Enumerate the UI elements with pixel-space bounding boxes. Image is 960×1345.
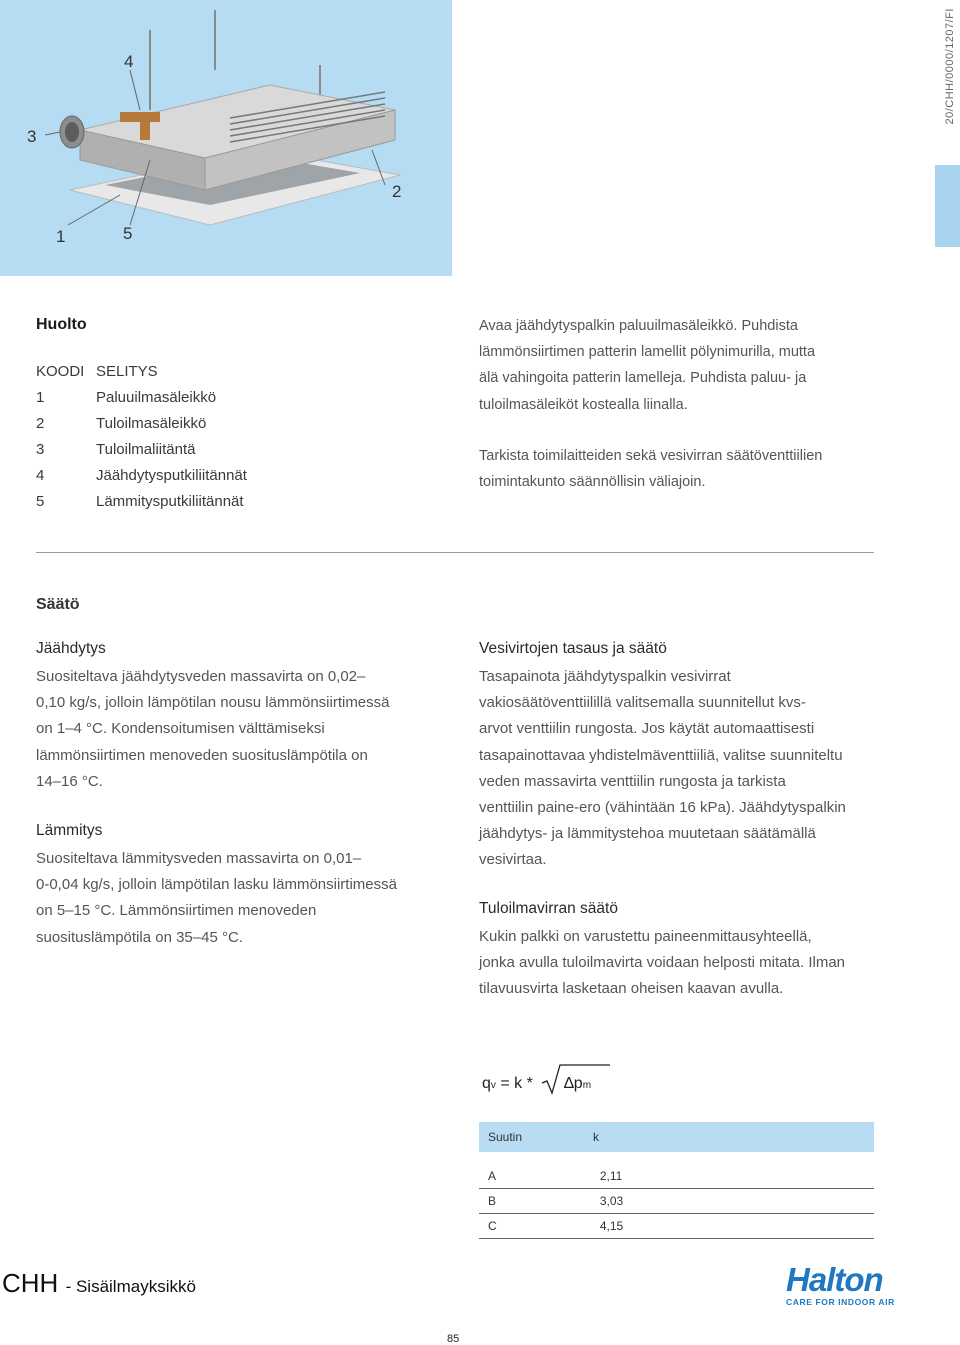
callout-5: 5 [123,224,133,243]
legend-code: 2 [36,414,45,432]
k-cell: 3,03 [599,1194,624,1208]
text-line: lämmönsiirtimen menoveden suosituslämpötila on [36,746,368,764]
text-line: Kukin palkki on varustettu paineenmittausyhteellä, [479,928,812,945]
logo-tagline: CARE FOR INDOOR AIR [786,1297,895,1307]
text-line: venttiilin paine-ero (vähintään 16 kPa). Jäähdytyspalkin [479,799,846,817]
product-title [2,1268,196,1299]
formula-p-subscript: m [582,1080,592,1091]
text-line: vesivirtaa. [479,851,547,869]
logo-wordmark: Halton [786,1261,883,1298]
legend-header-desc: SELITYS [96,362,158,380]
section-divider [36,552,874,553]
text-line: tasapainottavaa yhdistelmäventtiiliä, valitse suunniteltu [479,746,843,764]
water-flow-title: Vesivirtojen tasaus ja säätö [479,640,667,657]
product-subtitle: - Sisäilmayksikkö [65,1277,196,1296]
heating-paragraph [36,846,456,951]
callout-4: 4 [124,52,134,71]
text-line: tilavuusvirta lasketaan oheisen kaavan avulla. [479,980,784,998]
legend-row [36,436,247,462]
callout-1: 1 [56,227,66,246]
formula-multiply: * [526,1075,533,1092]
table-header [479,1122,874,1152]
legend-desc: Paluuilmasäleikkö [96,388,217,406]
text-line: suosituslämpötila on 35–45 °C. [36,928,243,946]
inspection-paragraph [479,443,879,495]
legend-code: 3 [36,440,45,458]
nozzle-k-table [479,1122,874,1239]
text-line: 0-0,04 kg/s, jolloin lämpötilan lasku lämmönsiirtimessä [36,876,397,894]
product-code: CHH [2,1268,59,1298]
heating-block [36,820,456,951]
legend-desc: Lämmitysputkiliitännät [96,492,244,510]
text-line: Avaa jäähdytyspalkin paluuilmasäleikkö. Puhdista [479,318,798,334]
supply-air-title: Tuloilmavirran säätö [479,900,618,917]
table-spacer [479,1152,874,1164]
saato-title: Säätö [36,596,80,613]
text-line: on 5–15 °C. Lämmönsiirtimen menoveden [36,902,317,920]
header-nozzle: Suutin [488,1130,523,1144]
text-line: on 1–4 °C. Kondensoitumisen välttämiseksi [36,720,325,738]
text-line: jäähdytys- ja lämmitystehoa muutetaan säätämällä [479,825,816,843]
formula-q-subscript: v [490,1080,496,1091]
legend-code: 4 [36,466,45,484]
legend-desc: Tuloilmasäleikkö [96,414,207,432]
text-line: Suositeltava jäähdytysveden massavirta on 0,02– [36,668,366,685]
chilled-beam-drawing [0,0,452,276]
cooling-paragraph [36,664,456,795]
table-row [479,1189,874,1214]
k-cell: 2,11 [599,1169,623,1183]
legend-desc: Tuloilmaliitäntä [96,440,196,458]
product-illustration [0,0,452,276]
section-tab [935,165,960,247]
legend-desc: Jäähdytysputkiliitännät [96,466,247,484]
cooling-block [36,638,456,795]
cooling-title: Jäähdytys [36,640,106,657]
halton-logo [786,1261,910,1310]
heating-title: Lämmitys [36,822,103,839]
supply-air-paragraph [479,924,899,1003]
table-row [479,1164,874,1189]
legend-code: 1 [36,388,45,406]
formula-equals-k: = k [500,1075,523,1092]
text-line: tuloilmasäleiköt kostealla liinalla. [479,396,688,413]
text-line: vakiosäätöventtiilillä valitsemalla suunnitellut kvs- [479,694,806,712]
text-line: lämmönsiirtimen patterin lamellit pölynimurilla, mutta [479,344,816,361]
water-flow-block [479,638,899,874]
text-line: 14–16 °C. [36,772,103,790]
text-line: 0,10 kg/s, jolloin lämpötilan nousu lämmönsiirtimessä [36,694,390,712]
document-code: 20/CHH/0000/1207/FI [944,8,956,125]
text-line: veden massavirta venttiilin rungosta ja tarkista [479,772,786,790]
callout-3: 3 [27,127,37,146]
formula-q: q [482,1075,491,1092]
text-line: toimintakunto säännöllisin väliajoin. [479,474,706,491]
legend-row [36,488,247,514]
nozzle-cell: B [488,1194,497,1208]
legend-row [36,384,247,410]
legend-header-code: KOODI [36,362,85,380]
text-line: jonka avulla tuloilmavirta voidaan helposti mitata. Ilman [479,954,846,972]
header-k: k [593,1130,599,1144]
nozzle-cell: C [488,1219,497,1233]
flow-formula [482,1075,622,1107]
formula-delta-p-group [564,1075,591,1093]
table-row [479,1214,874,1239]
legend-table [36,358,247,514]
k-cell: 4,15 [599,1219,624,1233]
supply-air-block [479,898,899,1003]
huolto-title: Huolto [36,316,87,333]
text-line: älä vahingoita patterin lamelleja. Puhdista paluu- ja [479,370,807,387]
nozzle-cell: A [488,1169,497,1183]
legend-row [36,462,247,488]
formula-delta-p: ∆p [564,1075,583,1092]
legend-code: 5 [36,492,45,510]
page-number: 85 [447,1333,460,1345]
text-line: arvot venttiilin rungosta. Jos käytät automaattisesti [479,720,815,738]
water-flow-paragraph [479,664,899,874]
legend-row [36,410,247,436]
text-line: Suositeltava lämmitysveden massavirta on 0,01– [36,850,362,867]
text-line: Tasapainota jäähdytyspalkin vesivirrat [479,668,731,685]
legend-header [36,358,247,384]
callout-2: 2 [392,182,402,201]
text-line: Tarkista toimilaitteiden sekä vesivirran säätöventtiilien [479,448,823,464]
maintenance-paragraph [479,313,879,418]
